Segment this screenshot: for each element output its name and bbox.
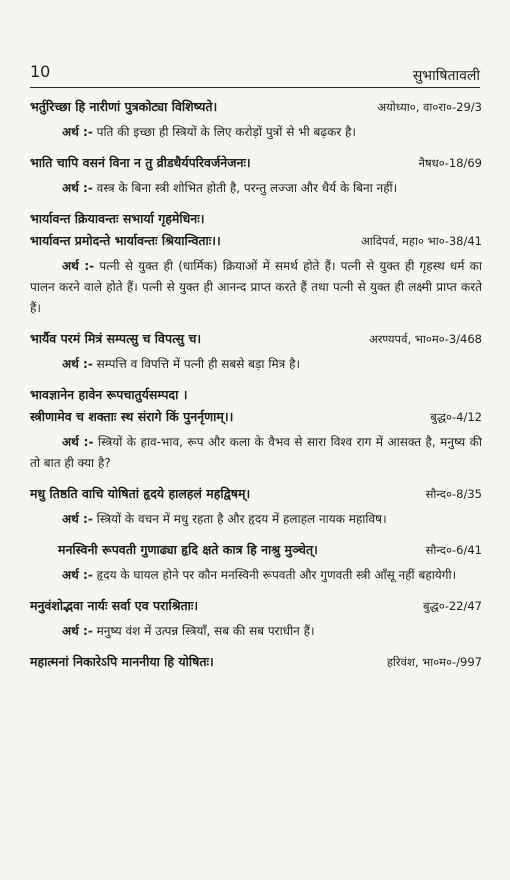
verse-text: मधु तिष्ठति वाचि योषितां हृदये हालहलं महद्विषम्। — [30, 486, 251, 501]
meaning-text: सम्पत्ति व विपत्ति में पत्नी ही सबसे बड़ा मित्र है। — [96, 357, 300, 371]
verse-entry — [30, 595, 482, 642]
meaning — [30, 432, 482, 474]
verse-entry — [30, 152, 482, 199]
verse-text: मनुवंशोद्भवा नार्यः सर्वा एव पराश्रिताः। — [30, 598, 199, 613]
verse-entry — [30, 539, 482, 586]
verse-entry — [30, 96, 482, 143]
meaning-text: स्त्रियों के वचन में मधु रहता है और हृदय में हलाहल नायक महाविष। — [96, 512, 387, 526]
verse-line-2: भार्यावन्त प्रमोदन्ते भार्यावन्तः श्रियान्विताः।। — [30, 233, 221, 248]
meaning-label: अर्थ :- — [62, 512, 93, 526]
page-content — [30, 96, 482, 673]
meaning-label: अर्थ :- — [62, 181, 93, 195]
meaning — [30, 621, 482, 642]
verse-text: भार्यैव परमं मित्रं सम्पत्सु च विपत्सु च। — [30, 331, 202, 346]
verse-reference: आदिपर्व, महा० भा०-38/41 — [360, 234, 482, 248]
verse-text: महात्मनां निकारेऽपि माननीया हि योषितः। — [30, 654, 214, 669]
meaning — [30, 256, 482, 319]
verse-entry — [30, 208, 482, 319]
meaning — [30, 354, 482, 375]
verse-entry — [30, 328, 482, 375]
verse-reference: सौन्द०-8/35 — [425, 487, 482, 501]
meaning-label: अर्थ :- — [62, 568, 93, 582]
verse-line-2: स्त्रीणामेव च शक्ताः स्थ संरागे किं पुनर्नृणाम्।। — [30, 409, 234, 424]
header-rule — [30, 87, 480, 88]
meaning-text: पति की इच्छा ही स्त्रियों के लिए करोड़ों पुत्रों से भी बढ़कर है। — [96, 125, 356, 139]
meaning-label: अर्थ :- — [62, 259, 95, 273]
verse-line-1: भार्यावन्त क्रियावन्तः सभार्या गृहमेधिनः। — [30, 211, 205, 226]
verse-text: भाति चापि वसनं विना न तु व्रीडधैर्यपरिवर्जनेजनः। — [30, 155, 251, 170]
verse-entry — [30, 384, 482, 474]
meaning — [30, 509, 482, 530]
meaning — [30, 178, 482, 199]
verse-entry — [30, 651, 482, 673]
verse-reference: बुद्ध०-4/12 — [430, 410, 482, 424]
verse-reference: बुद्ध०-22/47 — [422, 599, 482, 613]
meaning-text: मनुष्य वंश में उत्पन्न स्त्रियाँ, सब की सब पराधीन हैं। — [96, 624, 315, 638]
verse-reference: सौन्द०-6/41 — [425, 543, 482, 557]
meaning-label: अर्थ :- — [62, 435, 94, 449]
meaning-label: अर्थ :- — [62, 125, 93, 139]
meaning-label: अर्थ :- — [62, 357, 93, 371]
meaning-text: वस्त्र के बिना स्त्री शोभित होती है, परन्तु लज्जा और धैर्य के बिना नहीं। — [96, 181, 398, 195]
verse-text: भर्तुरिच्छा हि नारीणां पुत्रकोट्या विशिष्यते। — [30, 99, 218, 114]
meaning-text: स्त्रियों के हाव-भाव, रूप और कला के वैभव से सारा विश्व राग में आसक्त है, मनुष्य की तो बात ही क्या है? — [30, 435, 482, 470]
verse-reference: अयोध्या०, वा०रा०-29/3 — [377, 100, 482, 114]
meaning-text: हृदय के घायल होने पर कौन मनस्विनी रूपवती और गुणवती स्त्री आँसू नहीं बहायेगी। — [96, 568, 457, 582]
verse-reference: हरिवंश, भा०म०-/997 — [386, 655, 482, 669]
verse-reference: नैषध०-18/69 — [418, 156, 482, 170]
meaning-label: अर्थ :- — [62, 624, 93, 638]
verse-line-1: भावज्ञानेन हावेन रूपचातुर्यसम्पदा । — [30, 387, 188, 402]
meaning — [30, 565, 482, 586]
verse-entry — [30, 483, 482, 530]
meaning-text: पत्नी से युक्त ही (धार्मिक) क्रियाओं में समर्थ होते हैं। पत्नी से युक्त ही गृहस्थ धर्म का पालन करने वाले होते हैं। पत्नी से युक्त ही आनन्द प्राप्त करते हैं तथा पत्नी से युक्त ही लक्ष्मी प्राप्त करते हैं। — [30, 259, 482, 315]
page-number: 10 — [30, 62, 51, 81]
verse-text: मनस्विनी रूपवती गुणाढ्या हृदि क्षते कात्र हि नाश्रु मुञ्चेत्। — [58, 542, 318, 557]
verse-reference: अरण्यपर्व, भा०म०-3/468 — [368, 332, 482, 346]
meaning — [30, 122, 482, 143]
running-title: सुभाषितावली — [412, 68, 480, 84]
